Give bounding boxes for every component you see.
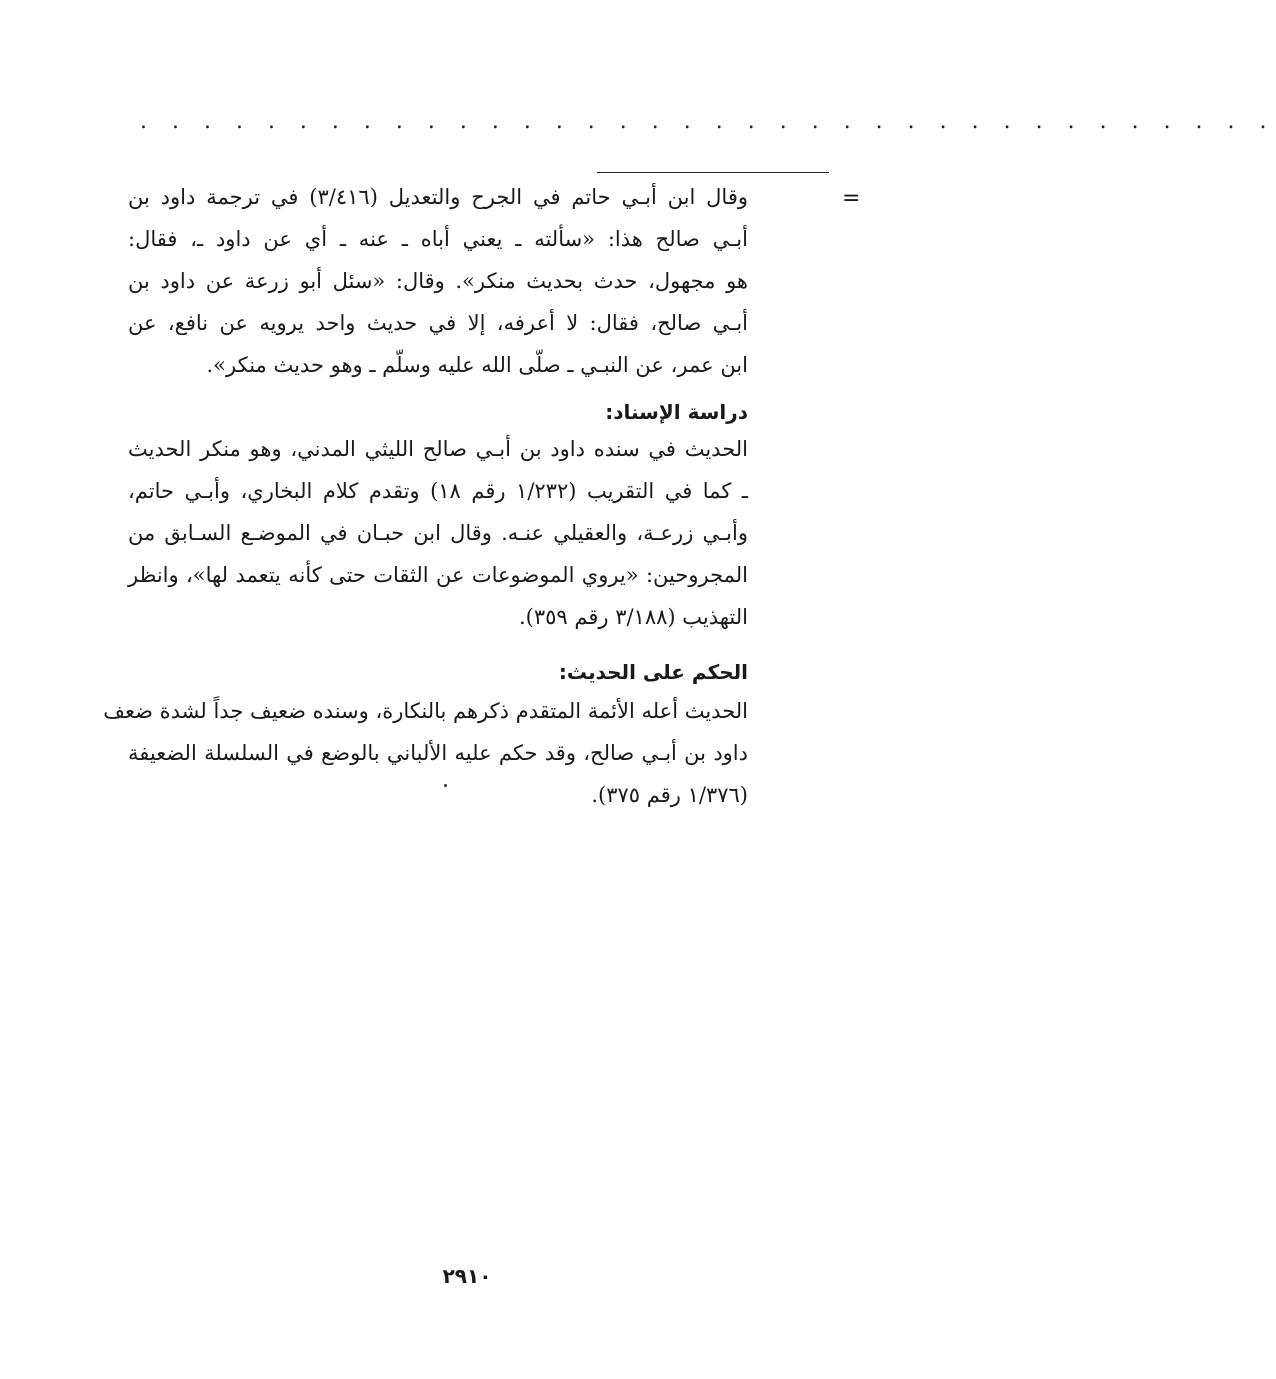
paragraph-line: (١/٣٧٦ رقم ٣٧٥). (591, 783, 748, 807)
isnad-paragraph (128, 428, 748, 638)
footnote-line: ابن عمر، عن النبـي ـ صلّى الله عليه وسلّم ـ وهو حديث منكر». (206, 353, 748, 377)
print-speck (444, 784, 447, 787)
paragraph-line: المجروحين: «يروي الموضوعات عن الثقات حتى كأنه يتعمد لها»، وانظر (128, 563, 748, 587)
page-number: ٢٩١٠ (442, 1264, 492, 1288)
paragraph-line: ـ كما في التقريب (١/٢٣٢ رقم ١٨) وتقدم كلام البخاري، وأبـي حاتم، (128, 479, 748, 503)
footnote-line: أبـي صالح هذا: «سألته ـ يعني أباه ـ عنه ـ أي عن داود ـ، فقال: (128, 227, 748, 251)
header-separator: . . . . . . . . . . . . . . . . . . . . . . . . . . . . . . . . . . . . (140, 109, 1276, 134)
section-heading-isnad: دراسة الإسناد: (605, 400, 748, 424)
footnote-line: هو مجهول، حدث بحديث منكر». وقال: «سئل أبو زرعة عن داود بن (128, 269, 748, 293)
paragraph-line: داود بن أبـي صالح، وقد حكم عليه الألباني بالوضع في السلسلة الضعيفة (128, 741, 748, 765)
paragraph-line: الحديث في سنده داود بن أبـي صالح الليثي المدني، وهو منكر الحديث (128, 437, 748, 461)
paragraph-line: التهذيب (٣/١٨٨ رقم ٣٥٩). (518, 605, 748, 629)
section-heading-ruling: الحكم على الحديث: (558, 660, 748, 684)
footnote-continuation-marker: = (842, 186, 861, 211)
footnote-paragraph (128, 176, 748, 386)
footnote-line: أبـي صالح، فقال: لا أعرفه، إلا في حديث واحد يرويه عن نافع، عن (128, 311, 748, 335)
ruling-paragraph (103, 690, 748, 816)
paragraph-line: وأبـي زرعـة، والعقيلي عنـه. وقال ابن حبـان في الموضـع السـابق من (128, 521, 748, 545)
footnote-rule (597, 172, 829, 173)
footnote-line: وقال ابن أبـي حاتم في الجرح والتعديل (٣/٤١٦) في ترجمة داود بن (128, 185, 748, 209)
paragraph-line: الحديث أعله الأئمة المتقدم ذكرهم بالنكارة، وسنده ضعيف جداً لشدة ضعف (103, 699, 748, 723)
